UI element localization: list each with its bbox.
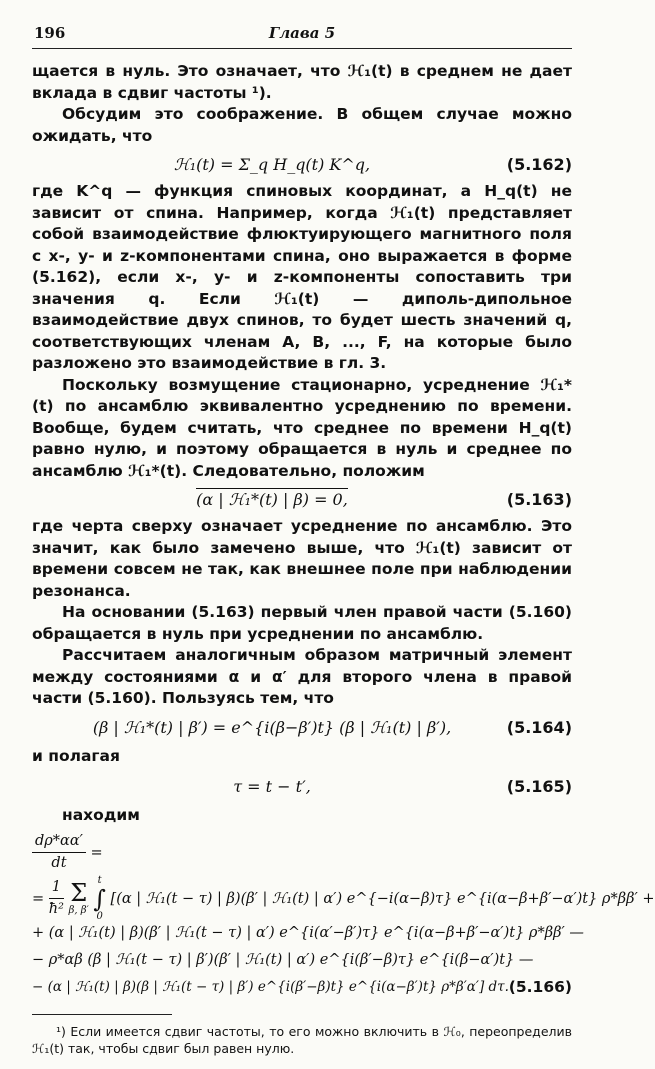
equation-line bbox=[32, 946, 572, 973]
paragraph: где K^q — функция спиновых координат, а H_q(t) не зависит от спина. Например, когда ℋ₁(t) представляет собой взаимодействие флюктуирующего магнитного поля с x-, y- и z-компонентами спина, оно выражается в форме (5.162), если x-, y- и z-компоненты сопоставить три значения q. Если ℋ₁(t) — диполь-дипольное взаимодействие двух спинов, то будет шесть значений q, соответствующих членам A, B, ..., F, на которые было разложено это взаимодействие в гл. 3. bbox=[32, 182, 572, 372]
fraction-denominator: ħ² bbox=[48, 901, 64, 917]
equation-5-162 bbox=[32, 147, 572, 181]
equation-number: (5.163) bbox=[506, 490, 572, 509]
book-page bbox=[32, 14, 655, 1069]
fraction-numerator: 1 bbox=[49, 877, 64, 900]
paragraph: Поскольку возмущение стационарно, усреднение ℋ₁*(t) по ансамблю эквивалентно усреднению по времени. Вообще, будем считать, что среднее по времени H_q(t) равно нулю, и поэтому обращается в нуль и среднее по ансамблю ℋ₁*(t). Следовательно, положим bbox=[32, 375, 572, 480]
running-header bbox=[32, 14, 572, 49]
equation-formula: (β | ℋ₁*(t) | β′) = e^{i(β−β′)t} (β | ℋ₁(t) | β′), bbox=[92, 717, 452, 737]
equation-term: − ρ*αβ (β | ℋ₁(t − τ) | β′)(β′ | ℋ₁(t) | α′) e^{i(β′−β)τ} e^{i(β−α′)t} — bbox=[32, 951, 534, 968]
integral-sign: t ∫ 0 bbox=[93, 874, 106, 922]
paragraph: Обсудим это соображение. В общем случае можно ожидать, что bbox=[32, 105, 572, 145]
equation-formula: τ = t − t′, bbox=[233, 777, 311, 796]
paragraph: где черта сверху означает усреднение по ансамблю. Это значит, как было замечено выше, что ℋ₁(t) зависит от времени совсем не так, как внешнее поле при наблюдении резонанса. bbox=[32, 517, 572, 600]
footnote: ¹) Если имеется сдвиг частоты, то его можно включить в ℋ₀, переопределив ℋ₁(t) так, чтобы сдвиг был равен нулю. bbox=[32, 1023, 572, 1056]
derivative-denominator: dt bbox=[51, 855, 67, 871]
derivative-numerator: dρ*αα′ bbox=[32, 831, 86, 854]
paragraph: находим bbox=[62, 806, 140, 824]
equation-5-165 bbox=[32, 769, 572, 803]
equation-lhs bbox=[32, 829, 572, 869]
equation-number: (5.166) bbox=[508, 977, 572, 996]
equation-5-164 bbox=[32, 710, 572, 744]
equation-number: (5.162) bbox=[506, 155, 572, 174]
equation-term: [(α | ℋ₁(t − τ) | β)(β′ | ℋ₁(t) | α′) e^{−i(α−β)τ} e^{i(α−β+β′−α′)t} ρ*ββ′ + bbox=[110, 890, 655, 907]
equation-formula: ℋ₁(t) = Σ_q H_q(t) K^q, bbox=[173, 155, 371, 174]
equation-line bbox=[32, 973, 572, 1000]
equals-sign: = bbox=[90, 844, 103, 861]
equals-sign: = bbox=[32, 890, 49, 907]
footnote-divider bbox=[32, 1014, 172, 1015]
equation-5-166 bbox=[32, 829, 655, 1000]
equation-line bbox=[32, 919, 584, 946]
equation-number: (5.165) bbox=[506, 777, 572, 796]
paragraph: На основании (5.163) первый член правой части (5.160) обращается в нуль при усреднении по ансамблю. bbox=[32, 603, 572, 643]
page-number: 196 bbox=[34, 24, 66, 42]
equation-line bbox=[32, 869, 655, 922]
paragraph: щается в нуль. Это означает, что ℋ₁(t) в среднем не дает вклада в сдвиг частоты ¹). bbox=[32, 62, 572, 102]
chapter-title: Глава 5 bbox=[268, 24, 336, 42]
sum-sign: Σ β, β′ bbox=[68, 878, 89, 916]
main-text bbox=[32, 61, 655, 1000]
equation-5-163 bbox=[32, 482, 572, 516]
equation-number: (5.164) bbox=[506, 717, 572, 737]
paragraph: и полагая bbox=[32, 746, 120, 765]
equation-term: + (α | ℋ₁(t) | β)(β′ | ℋ₁(t − τ) | α′) e^{i(α′−β′)τ} e^{i(α−β+β′−α′)t} ρ*ββ′ — bbox=[32, 924, 584, 941]
equation-term: − (α | ℋ₁(t) | β)(β | ℋ₁(t − τ) | β′) e^{i(β′−β)t} e^{i(α−β′)t} ρ*β′α′] dτ. bbox=[32, 978, 509, 995]
paragraph: Рассчитаем аналогичным образом матричный элемент между состояниями α и α′ для второго члена в правой части (5.160). Пользуясь тем, что bbox=[32, 646, 572, 707]
equation-formula: (α | ℋ₁*(t) | β) = 0, bbox=[196, 490, 348, 509]
